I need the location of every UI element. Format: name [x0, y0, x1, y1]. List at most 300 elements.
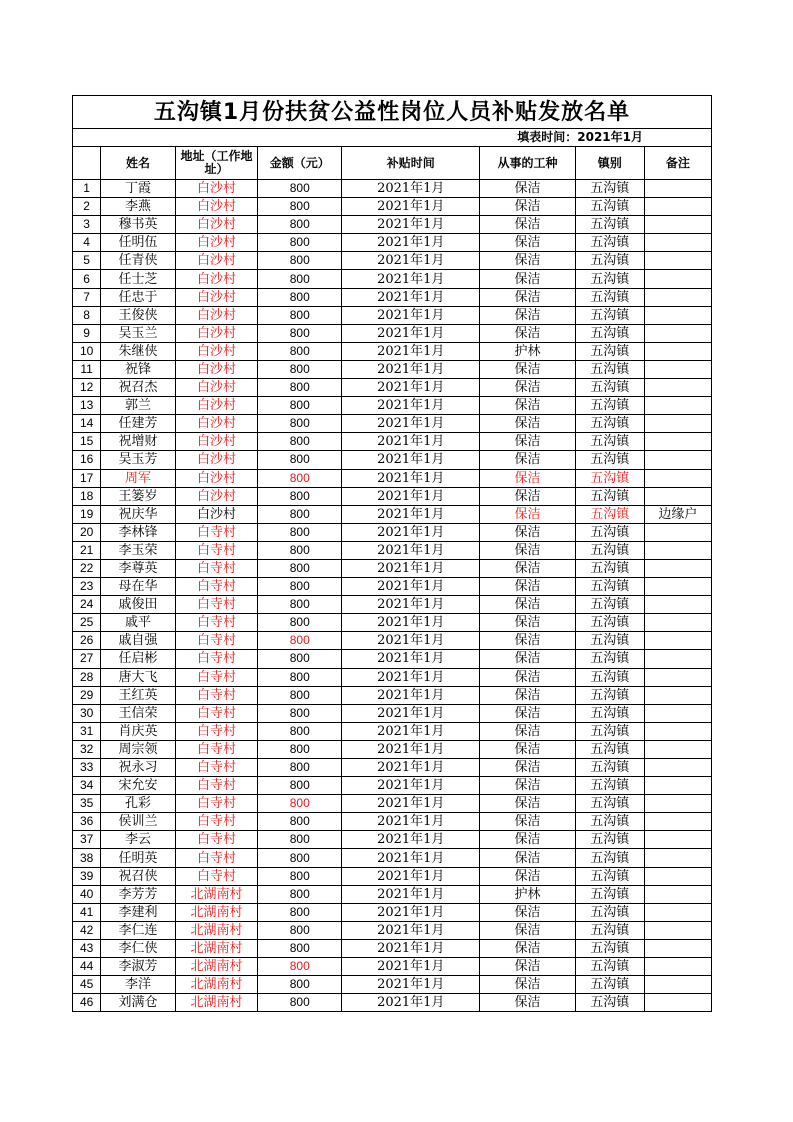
cell-time: 2021年1月	[342, 415, 480, 433]
row-number: 32	[73, 740, 101, 758]
table-row	[73, 559, 712, 577]
cell-time: 2021年1月	[342, 668, 480, 686]
cell-note	[644, 324, 711, 342]
cell-town: 五沟镇	[575, 487, 644, 505]
header-amount: 金额（元）	[258, 147, 342, 180]
cell-job: 保洁	[480, 559, 575, 577]
cell-time: 2021年1月	[342, 288, 480, 306]
cell-name: 祝召杰	[101, 379, 175, 397]
cell-amount: 800	[258, 469, 342, 487]
cell-address: 北湖南村	[175, 958, 258, 976]
cell-job: 保洁	[480, 867, 575, 885]
cell-note	[644, 849, 711, 867]
row-number: 44	[73, 958, 101, 976]
table-row	[73, 379, 712, 397]
cell-time: 2021年1月	[342, 216, 480, 234]
cell-time: 2021年1月	[342, 487, 480, 505]
cell-note	[644, 958, 711, 976]
cell-note	[644, 469, 711, 487]
cell-job: 保洁	[480, 939, 575, 957]
cell-amount: 800	[258, 614, 342, 632]
cell-job: 保洁	[480, 632, 575, 650]
cell-time: 2021年1月	[342, 867, 480, 885]
cell-address: 白寺村	[175, 795, 258, 813]
cell-amount: 800	[258, 795, 342, 813]
cell-note	[644, 885, 711, 903]
cell-job: 保洁	[480, 433, 575, 451]
row-number: 39	[73, 867, 101, 885]
cell-amount: 800	[258, 415, 342, 433]
cell-note	[644, 451, 711, 469]
cell-address: 白寺村	[175, 578, 258, 596]
cell-time: 2021年1月	[342, 632, 480, 650]
cell-name: 王红英	[101, 686, 175, 704]
table-row	[73, 451, 712, 469]
cell-town: 五沟镇	[575, 342, 644, 360]
cell-town: 五沟镇	[575, 777, 644, 795]
cell-name: 李洋	[101, 976, 175, 994]
cell-name: 李林锋	[101, 523, 175, 541]
row-number: 18	[73, 487, 101, 505]
row-number: 28	[73, 668, 101, 686]
cell-address: 白寺村	[175, 632, 258, 650]
cell-address: 白寺村	[175, 867, 258, 885]
cell-address: 白寺村	[175, 704, 258, 722]
cell-job: 保洁	[480, 976, 575, 994]
cell-amount: 800	[258, 541, 342, 559]
cell-time: 2021年1月	[342, 541, 480, 559]
cell-note	[644, 379, 711, 397]
table-row	[73, 958, 712, 976]
cell-name: 吴玉兰	[101, 324, 175, 342]
cell-time: 2021年1月	[342, 650, 480, 668]
cell-name: 周军	[101, 469, 175, 487]
cell-address: 北湖南村	[175, 939, 258, 957]
cell-amount: 800	[258, 397, 342, 415]
cell-amount: 800	[258, 831, 342, 849]
cell-name: 孔彩	[101, 795, 175, 813]
cell-town: 五沟镇	[575, 831, 644, 849]
cell-name: 李玉荣	[101, 541, 175, 559]
cell-name: 肖庆英	[101, 722, 175, 740]
cell-town: 五沟镇	[575, 469, 644, 487]
cell-address: 白寺村	[175, 831, 258, 849]
cell-note	[644, 578, 711, 596]
cell-time: 2021年1月	[342, 360, 480, 378]
cell-note	[644, 180, 711, 198]
row-number: 42	[73, 921, 101, 939]
row-number: 21	[73, 541, 101, 559]
table-row	[73, 831, 712, 849]
cell-time: 2021年1月	[342, 614, 480, 632]
cell-time: 2021年1月	[342, 686, 480, 704]
cell-town: 五沟镇	[575, 596, 644, 614]
table-row	[73, 722, 712, 740]
cell-time: 2021年1月	[342, 324, 480, 342]
row-number: 6	[73, 270, 101, 288]
cell-amount: 800	[258, 379, 342, 397]
header-note: 备注	[644, 147, 711, 180]
cell-time: 2021年1月	[342, 578, 480, 596]
cell-town: 五沟镇	[575, 813, 644, 831]
cell-time: 2021年1月	[342, 994, 480, 1012]
cell-address: 北湖南村	[175, 885, 258, 903]
cell-town: 五沟镇	[575, 994, 644, 1012]
cell-town: 五沟镇	[575, 976, 644, 994]
cell-time: 2021年1月	[342, 234, 480, 252]
cell-town: 五沟镇	[575, 885, 644, 903]
cell-amount: 800	[258, 650, 342, 668]
cell-town: 五沟镇	[575, 849, 644, 867]
cell-name: 戚俊田	[101, 596, 175, 614]
cell-amount: 800	[258, 777, 342, 795]
table-row	[73, 360, 712, 378]
cell-name: 朱继侠	[101, 342, 175, 360]
cell-town: 五沟镇	[575, 288, 644, 306]
cell-address: 北湖南村	[175, 994, 258, 1012]
cell-name: 穆书英	[101, 216, 175, 234]
cell-town: 五沟镇	[575, 559, 644, 577]
cell-job: 保洁	[480, 813, 575, 831]
cell-name: 王信荣	[101, 704, 175, 722]
cell-note	[644, 759, 711, 777]
cell-town: 五沟镇	[575, 759, 644, 777]
cell-town: 五沟镇	[575, 795, 644, 813]
table-row	[73, 813, 712, 831]
row-number: 14	[73, 415, 101, 433]
cell-address: 白寺村	[175, 541, 258, 559]
cell-address: 白寺村	[175, 650, 258, 668]
cell-name: 任明伍	[101, 234, 175, 252]
cell-note	[644, 234, 711, 252]
cell-time: 2021年1月	[342, 831, 480, 849]
row-number: 24	[73, 596, 101, 614]
cell-name: 祝锋	[101, 360, 175, 378]
cell-address: 白沙村	[175, 469, 258, 487]
cell-name: 宋允安	[101, 777, 175, 795]
cell-amount: 800	[258, 288, 342, 306]
cell-note	[644, 342, 711, 360]
cell-job: 保洁	[480, 668, 575, 686]
cell-name: 丁霞	[101, 180, 175, 198]
cell-note	[644, 632, 711, 650]
header-time: 补贴时间	[342, 147, 480, 180]
row-number: 12	[73, 379, 101, 397]
table-row	[73, 650, 712, 668]
cell-amount: 800	[258, 885, 342, 903]
cell-time: 2021年1月	[342, 903, 480, 921]
table-row	[73, 433, 712, 451]
cell-name: 李仁连	[101, 921, 175, 939]
table-row	[73, 270, 712, 288]
cell-time: 2021年1月	[342, 596, 480, 614]
row-number: 8	[73, 306, 101, 324]
cell-time: 2021年1月	[342, 433, 480, 451]
cell-job: 保洁	[480, 795, 575, 813]
cell-name: 侯训兰	[101, 813, 175, 831]
cell-address: 白寺村	[175, 596, 258, 614]
cell-job: 保洁	[480, 994, 575, 1012]
cell-time: 2021年1月	[342, 740, 480, 758]
table-row	[73, 740, 712, 758]
cell-address: 白沙村	[175, 198, 258, 216]
cell-job: 保洁	[480, 541, 575, 559]
cell-time: 2021年1月	[342, 813, 480, 831]
row-number: 26	[73, 632, 101, 650]
cell-time: 2021年1月	[342, 939, 480, 957]
cell-amount: 800	[258, 306, 342, 324]
cell-amount: 800	[258, 433, 342, 451]
cell-town: 五沟镇	[575, 921, 644, 939]
cell-note	[644, 270, 711, 288]
cell-job: 保洁	[480, 740, 575, 758]
cell-amount: 800	[258, 487, 342, 505]
table-row	[73, 216, 712, 234]
row-number: 9	[73, 324, 101, 342]
row-number: 2	[73, 198, 101, 216]
cell-name: 母在华	[101, 578, 175, 596]
cell-town: 五沟镇	[575, 433, 644, 451]
table-row	[73, 668, 712, 686]
cell-time: 2021年1月	[342, 722, 480, 740]
cell-job: 保洁	[480, 777, 575, 795]
cell-note	[644, 433, 711, 451]
table-row	[73, 415, 712, 433]
cell-job: 保洁	[480, 849, 575, 867]
cell-name: 周宗领	[101, 740, 175, 758]
cell-time: 2021年1月	[342, 180, 480, 198]
cell-job: 保洁	[480, 288, 575, 306]
cell-amount: 800	[258, 578, 342, 596]
row-number: 40	[73, 885, 101, 903]
table-row	[73, 578, 712, 596]
cell-address: 北湖南村	[175, 903, 258, 921]
cell-time: 2021年1月	[342, 885, 480, 903]
cell-address: 北湖南村	[175, 921, 258, 939]
cell-amount: 800	[258, 867, 342, 885]
row-number: 41	[73, 903, 101, 921]
cell-amount: 800	[258, 668, 342, 686]
cell-town: 五沟镇	[575, 704, 644, 722]
cell-amount: 800	[258, 523, 342, 541]
cell-amount: 800	[258, 270, 342, 288]
cell-note	[644, 306, 711, 324]
cell-name: 任启彬	[101, 650, 175, 668]
cell-amount: 800	[258, 252, 342, 270]
cell-job: 保洁	[480, 903, 575, 921]
cell-note	[644, 813, 711, 831]
page-title: 五沟镇1月份扶贫公益性岗位人员补贴发放名单	[73, 96, 712, 129]
cell-town: 五沟镇	[575, 650, 644, 668]
cell-amount: 800	[258, 360, 342, 378]
cell-amount: 800	[258, 958, 342, 976]
cell-town: 五沟镇	[575, 451, 644, 469]
cell-town: 五沟镇	[575, 958, 644, 976]
table-row	[73, 487, 712, 505]
cell-job: 保洁	[480, 469, 575, 487]
cell-note	[644, 976, 711, 994]
cell-name: 刘满仓	[101, 994, 175, 1012]
cell-job: 保洁	[480, 487, 575, 505]
table-row	[73, 397, 712, 415]
cell-address: 白寺村	[175, 740, 258, 758]
cell-town: 五沟镇	[575, 397, 644, 415]
cell-name: 李芳芳	[101, 885, 175, 903]
table-row	[73, 505, 712, 523]
table-row	[73, 523, 712, 541]
cell-job: 保洁	[480, 578, 575, 596]
cell-address: 白沙村	[175, 360, 258, 378]
cell-time: 2021年1月	[342, 469, 480, 487]
cell-job: 保洁	[480, 722, 575, 740]
cell-note	[644, 921, 711, 939]
cell-town: 五沟镇	[575, 415, 644, 433]
cell-amount: 800	[258, 596, 342, 614]
row-number: 19	[73, 505, 101, 523]
table-row	[73, 885, 712, 903]
cell-address: 白沙村	[175, 433, 258, 451]
cell-note	[644, 397, 711, 415]
cell-amount: 800	[258, 234, 342, 252]
cell-town: 五沟镇	[575, 523, 644, 541]
cell-address: 白沙村	[175, 487, 258, 505]
table-row	[73, 686, 712, 704]
cell-amount: 800	[258, 342, 342, 360]
cell-note	[644, 939, 711, 957]
row-number: 27	[73, 650, 101, 668]
cell-name: 祝增财	[101, 433, 175, 451]
cell-note	[644, 650, 711, 668]
cell-note	[644, 216, 711, 234]
cell-amount: 800	[258, 559, 342, 577]
cell-town: 五沟镇	[575, 722, 644, 740]
cell-job: 保洁	[480, 397, 575, 415]
cell-address: 白寺村	[175, 849, 258, 867]
cell-time: 2021年1月	[342, 252, 480, 270]
cell-address: 白沙村	[175, 342, 258, 360]
cell-town: 五沟镇	[575, 578, 644, 596]
row-number: 37	[73, 831, 101, 849]
cell-town: 五沟镇	[575, 379, 644, 397]
cell-address: 白沙村	[175, 216, 258, 234]
row-number: 31	[73, 722, 101, 740]
cell-town: 五沟镇	[575, 505, 644, 523]
table-row	[73, 976, 712, 994]
row-number: 15	[73, 433, 101, 451]
cell-name: 戚平	[101, 614, 175, 632]
cell-town: 五沟镇	[575, 903, 644, 921]
row-number: 45	[73, 976, 101, 994]
cell-amount: 800	[258, 903, 342, 921]
cell-job: 保洁	[480, 596, 575, 614]
cell-name: 任明英	[101, 849, 175, 867]
cell-amount: 800	[258, 939, 342, 957]
table-row	[73, 324, 712, 342]
cell-note	[644, 541, 711, 559]
subsidy-table	[72, 95, 712, 1012]
cell-address: 白寺村	[175, 722, 258, 740]
cell-note	[644, 994, 711, 1012]
cell-amount: 800	[258, 632, 342, 650]
table-row	[73, 234, 712, 252]
cell-town: 五沟镇	[575, 234, 644, 252]
cell-town: 五沟镇	[575, 668, 644, 686]
cell-amount: 800	[258, 921, 342, 939]
cell-job: 保洁	[480, 650, 575, 668]
cell-name: 任士芝	[101, 270, 175, 288]
cell-address: 白寺村	[175, 559, 258, 577]
cell-amount: 800	[258, 722, 342, 740]
cell-time: 2021年1月	[342, 704, 480, 722]
table-row	[73, 704, 712, 722]
cell-time: 2021年1月	[342, 777, 480, 795]
cell-town: 五沟镇	[575, 324, 644, 342]
table-row	[73, 180, 712, 198]
cell-job: 保洁	[480, 759, 575, 777]
cell-note	[644, 614, 711, 632]
cell-address: 白沙村	[175, 180, 258, 198]
cell-note	[644, 795, 711, 813]
cell-name: 祝永习	[101, 759, 175, 777]
row-number: 23	[73, 578, 101, 596]
table-row	[73, 541, 712, 559]
cell-time: 2021年1月	[342, 198, 480, 216]
row-number: 4	[73, 234, 101, 252]
cell-name: 唐大飞	[101, 668, 175, 686]
cell-job: 保洁	[480, 686, 575, 704]
row-number: 17	[73, 469, 101, 487]
cell-time: 2021年1月	[342, 795, 480, 813]
cell-town: 五沟镇	[575, 686, 644, 704]
cell-time: 2021年1月	[342, 505, 480, 523]
cell-address: 白寺村	[175, 777, 258, 795]
cell-job: 保洁	[480, 270, 575, 288]
cell-note	[644, 487, 711, 505]
cell-town: 五沟镇	[575, 939, 644, 957]
cell-address: 北湖南村	[175, 976, 258, 994]
header-job: 从事的工种	[480, 147, 575, 180]
table-row	[73, 632, 712, 650]
row-number: 36	[73, 813, 101, 831]
cell-time: 2021年1月	[342, 306, 480, 324]
table-row	[73, 198, 712, 216]
row-number: 22	[73, 559, 101, 577]
cell-address: 白沙村	[175, 252, 258, 270]
table-row	[73, 867, 712, 885]
cell-job: 保洁	[480, 614, 575, 632]
cell-amount: 800	[258, 180, 342, 198]
cell-name: 李淑芳	[101, 958, 175, 976]
table-row	[73, 849, 712, 867]
cell-note	[644, 252, 711, 270]
cell-job: 保洁	[480, 415, 575, 433]
cell-name: 李尊英	[101, 559, 175, 577]
cell-address: 白沙村	[175, 379, 258, 397]
cell-time: 2021年1月	[342, 849, 480, 867]
cell-job: 护林	[480, 342, 575, 360]
cell-note	[644, 559, 711, 577]
cell-address: 白沙村	[175, 451, 258, 469]
cell-name: 任忠于	[101, 288, 175, 306]
cell-note	[644, 686, 711, 704]
table-row	[73, 306, 712, 324]
cell-address: 白寺村	[175, 668, 258, 686]
cell-address: 白寺村	[175, 686, 258, 704]
cell-address: 白沙村	[175, 288, 258, 306]
cell-job: 保洁	[480, 306, 575, 324]
cell-name: 王篓岁	[101, 487, 175, 505]
cell-name: 祝庆华	[101, 505, 175, 523]
